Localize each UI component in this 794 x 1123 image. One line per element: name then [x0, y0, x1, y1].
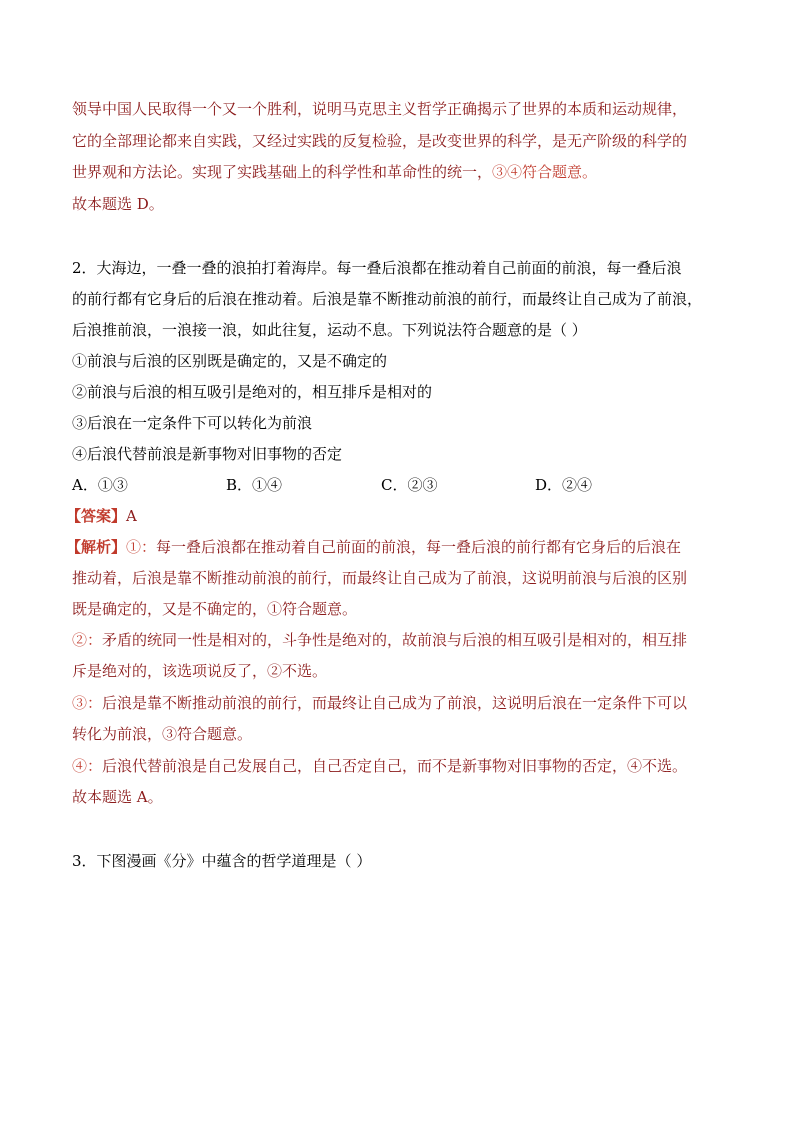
q2-analysis-p1-line-3: 既是确定的，又是不确定的，①符合题意。 — [72, 600, 358, 618]
q2-analysis-p2-line-2: 斥是绝对的，该选项说反了，②不选。 — [72, 662, 328, 680]
q2-analysis-p2-line-1 — [72, 629, 732, 651]
prev-explanation-line-3-ref: ③④符合题意。 — [492, 163, 598, 181]
q2-stem-line-1: 2．大海边，一叠一叠的浪拍打着海岸。每一叠后浪都在推动着自己前面的前浪，每一叠后浪 — [72, 259, 682, 277]
q2-analysis-label: 【解析】 — [66, 538, 127, 556]
q2-statement-4: ④后浪代替前浪是新事物对旧事物的否定 — [72, 445, 343, 463]
q2-analysis-p4-text-1: 后浪代替前浪是自己发展自己，自己否定自己，而不是新事物对旧事物的否定，④不选。 — [102, 757, 688, 775]
q2-analysis-p1-marker: ①： — [126, 538, 157, 556]
q2-analysis-p3-line-2: 转化为前浪，③符合题意。 — [72, 725, 253, 743]
q2-option-c: C．②③ — [381, 476, 438, 494]
q2-stem-line-2: 的前行都有它身后的后浪在推动着。后浪是靠不断推动前浪的前行，而最终让自己成为了前浪， — [72, 290, 703, 308]
q2-analysis-p1-text-1: 每一叠后浪都在推动着自己前面的前浪，每一叠后浪的前行都有它身后的后浪在 — [156, 538, 682, 556]
q2-analysis-p3-marker: ③： — [72, 694, 103, 712]
q2-answer — [66, 505, 726, 527]
prev-explanation-line-1: 领导中国人民取得一个又一个胜利，说明马克思主义哲学正确揭示了世界的本质和运动规律， — [72, 100, 688, 118]
prev-explanation-line-2: 它的全部理论都来自实践，又经过实践的反复检验，是改变世界的科学，是无产阶级的科学的 — [72, 132, 688, 150]
q2-option-d: D．②④ — [535, 476, 593, 494]
prev-explanation-line-3-text: 世界观和方法论。实现了实践基础上的科学性和革命性的统一， — [72, 163, 493, 181]
q2-analysis-p1-line-2: 推动着，后浪是靠不断推动前浪的前行，而最终让自己成为了前浪，这说明前浪与后浪的区别 — [72, 569, 688, 587]
q2-statement-1: ①前浪与后浪的区别既是确定的，又是不确定的 — [72, 352, 388, 370]
q2-statement-3: ③后浪在一定条件下可以转化为前浪 — [72, 414, 313, 432]
q2-analysis-p1-line-1 — [66, 536, 726, 558]
q2-analysis-p2-marker: ②： — [72, 631, 103, 649]
q2-analysis-p3-line-1 — [72, 692, 732, 714]
q2-conclusion: 故本题选 A。 — [72, 788, 163, 806]
prev-conclusion: 故本题选 D。 — [72, 195, 164, 213]
prev-explanation-line-3 — [72, 161, 732, 183]
q2-answer-value: A — [126, 507, 137, 525]
q2-stem-line-3: 后浪推前浪，一浪接一浪，如此往复，运动不息。下列说法符合题意的是（ ） — [72, 321, 587, 339]
q2-analysis-p4-line-1 — [72, 755, 732, 777]
q2-analysis-p2-text-1: 矛盾的统同一性是相对的，斗争性是绝对的，故前浪与后浪的相互吸引是相对的，相互排 — [102, 631, 688, 649]
q2-statement-2: ②前浪与后浪的相互吸引是绝对的，相互排斥是相对的 — [72, 383, 433, 401]
q2-analysis-p4-marker: ④： — [72, 757, 103, 775]
q2-answer-label: 【答案】 — [66, 507, 127, 525]
q2-option-a: A．①③ — [72, 476, 128, 494]
q2-option-b: B．①④ — [226, 476, 283, 494]
q3-stem: 3．下图漫画《分》中蕴含的哲学道理是（ ） — [72, 852, 372, 870]
q2-analysis-p3-text-1: 后浪是靠不断推动前浪的前行，而最终让自己成为了前浪，这说明后浪在一定条件下可以 — [102, 694, 688, 712]
